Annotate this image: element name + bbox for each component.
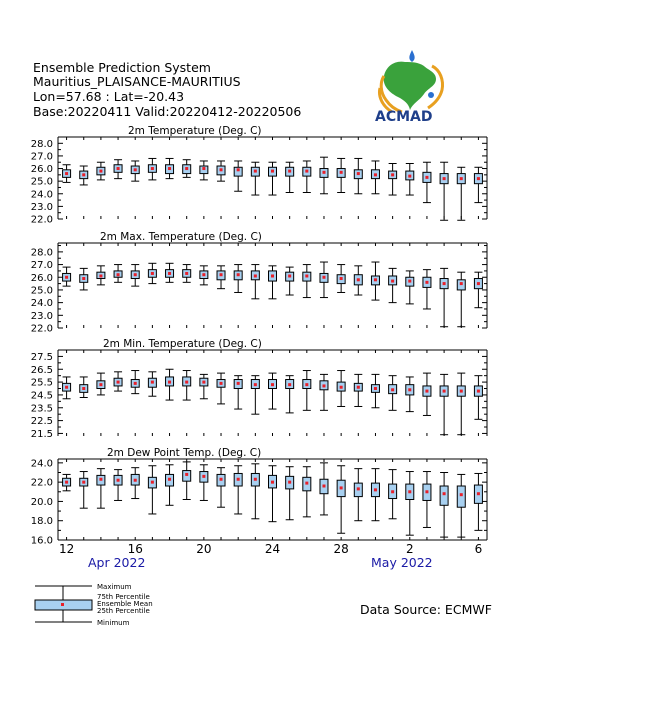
mean-marker [374, 488, 377, 491]
y-tick-label: 26.5 [30, 364, 53, 376]
x-tick-label: 20 [196, 542, 212, 556]
box-2022-04-30 [371, 262, 379, 300]
y-tick-label: 27.5 [30, 351, 53, 363]
header-line-2: Mauritius_PLAISANCE-MAURITIUS [33, 74, 241, 89]
y-tick-label: 23.5 [30, 403, 53, 415]
mean-marker [288, 383, 291, 386]
y-tick-label: 22.5 [30, 416, 53, 428]
mean-marker [99, 274, 102, 277]
box-2022-04-27 [320, 463, 328, 515]
x-tick-label: 2 [405, 542, 414, 556]
box-2022-04-17 [148, 158, 156, 179]
mean-marker [82, 387, 85, 390]
box-2022-04-17 [148, 466, 156, 514]
y-tick-label: 26.0 [30, 272, 53, 284]
mean-marker [443, 492, 446, 495]
box-2022-04-15 [114, 160, 122, 179]
mean-marker [443, 282, 446, 285]
box-2022-04-14 [97, 162, 105, 180]
mean-marker [322, 384, 325, 387]
mean-marker [168, 167, 171, 170]
box-2022-04-14 [97, 469, 105, 509]
mean-marker [151, 167, 154, 170]
box-2022-04-18 [166, 369, 174, 400]
panel-title: 2m Max. Temperature (Deg. C) [100, 231, 262, 243]
box-2022-04-16 [131, 161, 139, 181]
box-2022-04-25 [286, 162, 294, 192]
x-tick-label: 28 [333, 542, 349, 556]
mean-marker [82, 481, 85, 484]
x-tick-label: 6 [474, 542, 483, 556]
box-2022-05-06 [474, 473, 482, 530]
mean-marker [460, 493, 463, 496]
mean-marker [305, 274, 308, 277]
box-2022-05-05 [457, 167, 465, 220]
box-2022-04-12 [63, 165, 71, 183]
box-2022-04-21 [217, 161, 225, 181]
box-2022-04-19 [183, 265, 191, 283]
y-tick-label: 23.0 [30, 310, 53, 322]
mean-marker [288, 170, 291, 173]
box-2022-04-19 [183, 160, 191, 178]
box-2022-04-26 [303, 371, 311, 411]
mean-marker [134, 168, 137, 171]
mean-marker [477, 282, 480, 285]
box-2022-05-04 [440, 268, 448, 326]
y-tick-label: 22.0 [30, 214, 53, 226]
panel-title: 2m Min. Temperature (Deg. C) [103, 338, 262, 350]
box-2022-04-22 [234, 265, 242, 293]
box-2022-05-02 [406, 163, 414, 195]
mean-marker [99, 478, 102, 481]
mean-marker [340, 486, 343, 489]
legend-p25-label: 25th Percentile [97, 607, 150, 615]
box-2022-04-17 [148, 263, 156, 283]
header-line-4: Base:20220411 Valid:20220412-20220506 [33, 104, 302, 119]
y-tick-label: 28.0 [30, 247, 53, 259]
box-2022-04-29 [354, 374, 362, 406]
box-2022-04-29 [354, 266, 362, 295]
legend-p75-label: 75th Percentile [97, 593, 150, 601]
mean-marker [202, 167, 205, 170]
box-2022-05-03 [423, 373, 431, 415]
mean-marker [82, 173, 85, 176]
mean-marker [425, 390, 428, 393]
box-2022-04-18 [166, 465, 174, 506]
box-2022-04-13 [80, 472, 88, 509]
mean-marker [254, 170, 257, 173]
mean-marker [185, 167, 188, 170]
box-2022-05-02 [406, 377, 414, 412]
mean-marker [271, 274, 274, 277]
box-2022-04-20 [200, 161, 208, 180]
mean-marker [202, 381, 205, 384]
mean-marker [271, 170, 274, 173]
mean-marker [151, 481, 154, 484]
mean-marker [237, 478, 240, 481]
mean-marker [99, 383, 102, 386]
mean-marker [408, 388, 411, 391]
box-2022-04-30 [371, 469, 379, 521]
africa-map-logo-icon [375, 50, 443, 125]
mean-marker [305, 482, 308, 485]
box-2022-04-22 [234, 376, 242, 409]
mean-marker [65, 481, 68, 484]
y-tick-label: 24.0 [30, 298, 53, 310]
header-line-1: Ensemble Prediction System [33, 60, 211, 75]
logo-text: ACMAD [375, 109, 433, 125]
panel-title: 2m Temperature (Deg. C) [128, 125, 262, 137]
y-tick-label: 24.0 [30, 458, 53, 470]
mean-marker [254, 274, 257, 277]
mean-marker [443, 177, 446, 180]
box-2022-05-05 [457, 272, 465, 327]
mean-marker [254, 478, 257, 481]
chart-panels [31, 125, 487, 547]
mean-marker [391, 388, 394, 391]
box-2022-04-20 [200, 465, 208, 501]
y-tick-label: 24.5 [30, 390, 53, 402]
mean-marker [117, 273, 120, 276]
box-2022-04-23 [251, 464, 259, 519]
box-2022-04-13 [80, 377, 88, 398]
panel-3 [31, 338, 487, 440]
box-2022-05-01 [389, 163, 397, 195]
box-2022-05-06 [474, 272, 482, 308]
legend-min-label: Minimum [97, 619, 130, 627]
mean-marker [237, 168, 240, 171]
iqr-box [440, 486, 448, 505]
y-tick-label: 21.5 [30, 428, 53, 440]
mean-marker [460, 390, 463, 393]
box-2022-04-26 [303, 265, 311, 298]
y-tick-label: 28.0 [30, 138, 53, 150]
mean-marker [117, 479, 120, 482]
box-2022-05-01 [389, 376, 397, 411]
iqr-box [457, 486, 465, 507]
mean-marker [271, 383, 274, 386]
mean-marker [220, 168, 223, 171]
box-2022-05-04 [440, 162, 448, 220]
box-2022-05-02 [406, 271, 414, 304]
header-line-3: Lon=57.68 : Lat=-20.43 [33, 89, 185, 104]
mean-marker [374, 387, 377, 390]
box-2022-04-14 [97, 266, 105, 285]
panel-title: 2m Dew Point Temp. (Deg. C) [107, 447, 262, 459]
box-2022-04-28 [337, 371, 345, 407]
mean-marker [443, 390, 446, 393]
box-2022-04-20 [200, 266, 208, 285]
box-2022-04-17 [148, 372, 156, 396]
mean-marker [460, 282, 463, 285]
box-2022-04-22 [234, 161, 242, 191]
mean-marker [168, 478, 171, 481]
mean-marker [134, 273, 137, 276]
mean-marker [477, 390, 480, 393]
mean-marker [202, 475, 205, 478]
mean-marker [408, 490, 411, 493]
legend [35, 583, 153, 627]
mean-marker [340, 171, 343, 174]
mean-marker [185, 272, 188, 275]
box-2022-04-27 [320, 157, 328, 194]
mean-marker [82, 277, 85, 280]
box-2022-05-05 [457, 474, 465, 537]
box-2022-04-13 [80, 268, 88, 290]
mean-marker [305, 170, 308, 173]
box-2022-04-21 [217, 266, 225, 289]
mean-marker [151, 381, 154, 384]
box-2022-04-16 [131, 265, 139, 287]
mean-marker [237, 273, 240, 276]
box-2022-04-24 [269, 266, 277, 299]
box-2022-04-28 [337, 265, 345, 293]
box-2022-04-21 [217, 373, 225, 404]
box-2022-05-02 [406, 472, 414, 536]
box-2022-04-18 [166, 263, 174, 282]
mean-marker [237, 382, 240, 385]
box-2022-04-26 [303, 467, 311, 517]
box-2022-05-05 [457, 373, 465, 435]
box-2022-04-24 [269, 373, 277, 409]
box-2022-05-04 [440, 473, 448, 538]
mean-marker [477, 177, 480, 180]
box-2022-04-15 [114, 470, 122, 501]
mean-marker [185, 381, 188, 384]
box-2022-04-27 [320, 262, 328, 298]
box-2022-04-27 [320, 374, 328, 410]
box-2022-04-29 [354, 469, 362, 521]
box-2022-04-24 [269, 162, 277, 195]
mean-marker [425, 490, 428, 493]
mean-marker [220, 478, 223, 481]
mean-marker [151, 272, 154, 275]
box-2022-04-16 [131, 468, 139, 499]
y-tick-label: 27.0 [30, 260, 53, 272]
x-axis-tick-labels [59, 542, 482, 556]
box-2022-04-28 [337, 466, 345, 534]
mean-marker [99, 170, 102, 173]
box-2022-04-12 [63, 474, 71, 490]
panel-2 [31, 231, 487, 335]
box-2022-04-22 [234, 466, 242, 514]
x-tick-label: 12 [58, 542, 75, 556]
mean-marker [460, 177, 463, 180]
mean-marker [134, 479, 137, 482]
box-2022-04-12 [63, 377, 71, 399]
y-tick-label: 22.0 [30, 477, 53, 489]
box-2022-04-30 [371, 161, 379, 194]
mean-marker [357, 487, 360, 490]
y-tick-label: 27.0 [30, 151, 53, 163]
mean-marker [185, 473, 188, 476]
mean-marker [408, 175, 411, 178]
box-2022-05-03 [423, 472, 431, 528]
mean-marker [408, 280, 411, 283]
mean-marker [322, 276, 325, 279]
mean-marker [477, 492, 480, 495]
box-2022-04-23 [251, 376, 259, 415]
box-2022-05-03 [423, 270, 431, 309]
box-2022-04-24 [269, 466, 277, 522]
y-tick-label: 16.0 [30, 535, 53, 547]
box-2022-04-26 [303, 161, 311, 193]
box-2022-05-06 [474, 167, 482, 202]
box-2022-04-14 [97, 373, 105, 395]
data-source-label: Data Source: ECMWF [360, 602, 492, 617]
mean-marker [322, 485, 325, 488]
box-2022-05-03 [423, 162, 431, 202]
box-2022-04-23 [251, 162, 259, 195]
box-2022-04-23 [251, 265, 259, 299]
y-tick-label: 25.0 [30, 285, 53, 297]
y-tick-label: 25.5 [30, 377, 53, 389]
box-2022-05-01 [389, 470, 397, 519]
box-2022-04-15 [114, 265, 122, 283]
mean-marker [117, 167, 120, 170]
mean-marker [374, 173, 377, 176]
y-tick-label: 26.0 [30, 164, 53, 176]
box-2022-05-06 [474, 376, 482, 420]
box-2022-04-29 [354, 158, 362, 193]
box-2022-04-25 [286, 267, 294, 295]
mean-marker [288, 274, 291, 277]
mean-marker [305, 383, 308, 386]
y-tick-label: 24.0 [30, 189, 53, 201]
mean-marker [168, 272, 171, 275]
mean-marker [65, 172, 68, 175]
box-2022-04-15 [114, 372, 122, 391]
box-2022-04-19 [183, 462, 191, 500]
mean-marker [374, 278, 377, 281]
y-tick-label: 18.0 [30, 516, 53, 528]
mean-marker [357, 172, 360, 175]
panel-1 [31, 125, 487, 226]
mean-marker [357, 386, 360, 389]
mean-marker [254, 383, 257, 386]
x-tick-label: 16 [127, 542, 143, 556]
box-2022-04-12 [63, 267, 71, 286]
mean-marker [220, 382, 223, 385]
box-2022-04-21 [217, 468, 225, 508]
mean-marker [340, 386, 343, 389]
box-2022-04-19 [183, 371, 191, 401]
box-2022-04-13 [80, 166, 88, 185]
mean-marker [271, 481, 274, 484]
mean-marker [288, 481, 291, 484]
legend-max-label: Maximum [97, 583, 132, 591]
box-2022-04-25 [286, 467, 294, 520]
mean-marker [117, 381, 120, 384]
box-2022-04-18 [166, 158, 174, 178]
mean-marker [220, 273, 223, 276]
box-2022-04-30 [371, 374, 379, 407]
box-2022-05-04 [440, 374, 448, 434]
y-tick-label: 20.0 [30, 496, 53, 508]
mean-marker [65, 276, 68, 279]
y-tick-label: 22.0 [30, 323, 53, 335]
mean-marker [391, 280, 394, 283]
box-2022-04-20 [200, 374, 208, 398]
mean-marker [425, 176, 428, 179]
panel-4 [31, 447, 487, 547]
box-2022-04-28 [337, 158, 345, 192]
mean-marker [202, 273, 205, 276]
x-tick-label: 24 [264, 542, 281, 556]
mean-marker [425, 281, 428, 284]
box-2022-04-25 [286, 376, 294, 413]
box-2022-04-16 [131, 371, 139, 394]
mean-marker [65, 386, 68, 389]
mean-marker [391, 490, 394, 493]
mean-marker [340, 277, 343, 280]
mean-marker [134, 382, 137, 385]
box-2022-05-01 [389, 268, 397, 302]
mean-marker [357, 278, 360, 281]
month-label-apr: Apr 2022 [88, 555, 146, 570]
month-label-may: May 2022 [371, 555, 433, 570]
y-tick-label: 23.0 [30, 201, 53, 213]
mean-marker [391, 173, 394, 176]
mean-marker [168, 381, 171, 384]
legend-mean-label: Ensemble Mean [97, 600, 153, 608]
mean-marker [322, 171, 325, 174]
y-tick-label: 25.0 [30, 176, 53, 188]
